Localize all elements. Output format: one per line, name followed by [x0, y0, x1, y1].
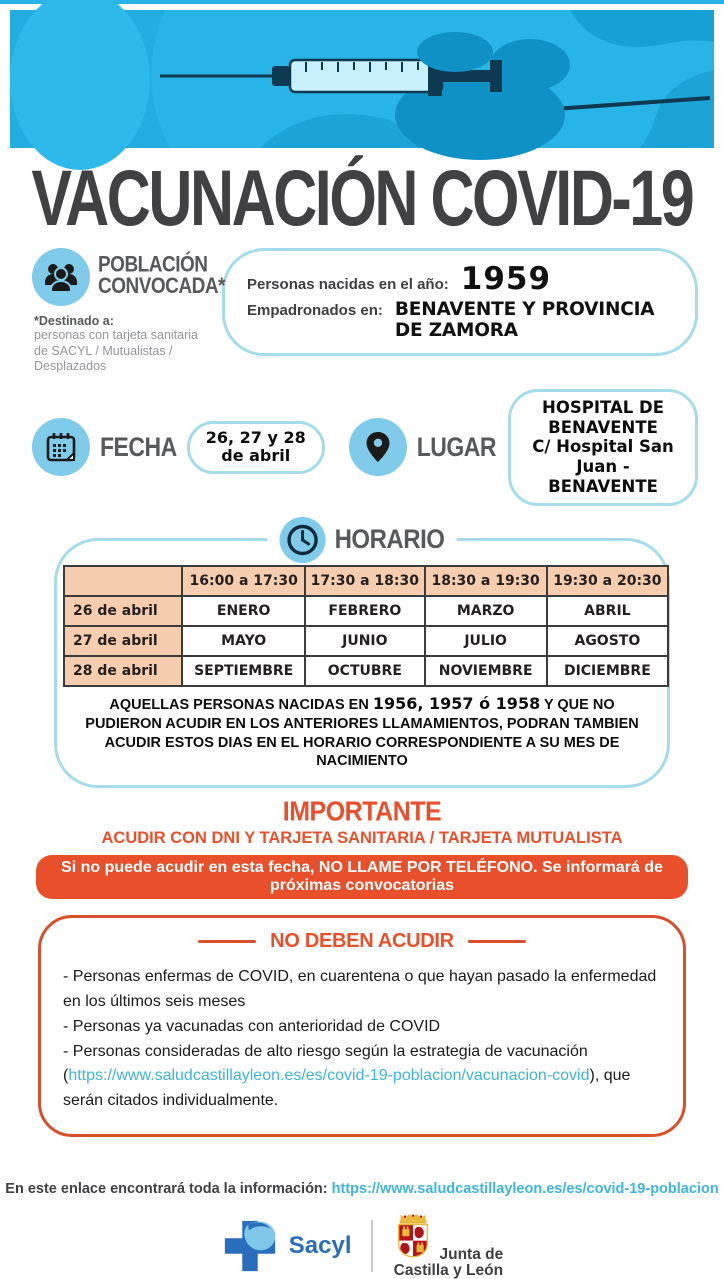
covid-info-link[interactable]: https://www.saludcastillayleon.es/es/covid-19-poblacion — [331, 1181, 719, 1198]
important-heading: IMPORTANTE — [282, 796, 442, 828]
exclusion-item: - Personas enfermas de COVID, en cuarentena o que hayan pasado la enfermedad en los últimos seis meses — [63, 968, 657, 1011]
schedule-month: DICIEMBRE — [547, 656, 668, 686]
fecha-line2: de abril — [221, 446, 291, 466]
time-header: 19:30 a 20:30 — [547, 566, 668, 596]
population-section — [32, 248, 698, 375]
calendar-icon — [45, 431, 77, 463]
calendar-badge — [32, 418, 90, 476]
footer-logos — [0, 1213, 724, 1279]
schedule-month: FEBRERO — [305, 596, 424, 626]
schedule-header-row — [64, 566, 668, 596]
lugar-line2: C/ Hospital San Juan - BENAVENTE — [532, 437, 674, 497]
schedule-table — [63, 565, 669, 687]
footer-info-label: En este enlace encontrará toda la información: — [5, 1181, 332, 1198]
schedule-date: 27 de abril — [64, 626, 182, 656]
time-header: 16:00 a 17:30 — [182, 566, 305, 596]
junta-label-line1: Junta de — [439, 1245, 504, 1263]
population-footnote — [34, 314, 208, 375]
schedule-row — [64, 656, 668, 686]
schedule-row — [64, 626, 668, 656]
junta-label-line2: Castilla y León — [393, 1262, 504, 1279]
lugar-line1: HOSPITAL DE BENAVENTE — [542, 397, 664, 437]
horario-label: HORARIO — [334, 524, 445, 555]
time-header: 17:30 a 18:30 — [305, 566, 424, 596]
page-title: VACUNACIÓN COVID-19 — [31, 153, 693, 243]
lugar-label: LUGAR — [416, 431, 497, 462]
sacyl-label: Sacyl — [288, 1232, 352, 1260]
clock-badge — [280, 517, 326, 563]
schedule-date: 26 de abril — [64, 596, 182, 626]
schedule-corner-cell — [64, 566, 182, 596]
important-subheading: ACUDIR CON DNI Y TARJETA SANITARIA / TARJETA MUTUALISTA — [101, 829, 623, 848]
registered-value: BENAVENTE Y PROVINCIA DE ZAMORA — [394, 299, 655, 341]
fecha-label: FECHA — [100, 431, 177, 462]
exclusions-heading: NO DEBEN ACUDIR — [270, 930, 454, 953]
schedule-month: JUNIO — [305, 626, 424, 656]
junta-crest-icon — [393, 1213, 433, 1263]
sacyl-cross-icon — [221, 1217, 279, 1275]
previous-years-note — [83, 694, 641, 771]
clock-icon — [286, 523, 320, 557]
population-label — [98, 253, 225, 299]
date-place-section — [32, 389, 698, 506]
population-label-line1: POBLACIÓN — [98, 253, 208, 278]
note-prefix: AQUELLAS PERSONAS NACIDAS EN — [109, 696, 373, 713]
people-icon — [42, 260, 80, 294]
note-suffix: Y QUE NO PUDIERON ACUDIR EN LOS ANTERIORES LLAMAMIENTOS, PODRAN TAMBIEN ACUDIR ESTOS DIAS EN EL HORARIO CORRESPONDIENTE A SU MES DE NACIMIENTO — [85, 696, 639, 770]
registered-label: Empadronados en: — [247, 302, 383, 319]
title-wrap — [0, 154, 724, 242]
note-years: 1956, 1957 ó 1958 — [372, 693, 541, 713]
heading-line-left — [198, 940, 256, 943]
logo-divider — [371, 1220, 373, 1272]
schedule-month: ABRIL — [547, 596, 668, 626]
schedule-month: OCTUBRE — [305, 656, 424, 686]
schedule-section — [54, 524, 670, 788]
schedule-month: JULIO — [425, 626, 547, 656]
schedule-month: MARZO — [425, 596, 547, 626]
horario-badge — [268, 517, 457, 563]
location-pin-icon — [365, 431, 391, 463]
population-label-line2: CONVOCADA* — [98, 274, 225, 299]
sacyl-logo — [221, 1217, 352, 1275]
vacunacion-covid-link[interactable]: https://www.saludcastillayleon.es/es/covid-19-poblacion/vacunacion-covid — [68, 1067, 590, 1085]
exclusions-section — [38, 915, 686, 1137]
location-badge — [349, 418, 407, 476]
exclusion-item3-prefix: - Personas consideradas de alto riesgo según la estrategia de vacunación ( — [63, 1042, 588, 1085]
syringe-photo-illustration — [10, 10, 714, 148]
heading-line-right — [468, 940, 526, 943]
fecha-value — [187, 421, 325, 474]
schedule-date: 28 de abril — [64, 656, 182, 686]
footnote-line1: personas con tarjeta sanitaria — [34, 328, 198, 342]
time-header: 18:30 a 19:30 — [425, 566, 547, 596]
schedule-month: MAYO — [182, 626, 305, 656]
hero-photo — [10, 10, 714, 148]
born-box — [222, 248, 698, 356]
exclusion-item — [63, 1040, 661, 1114]
schedule-month: AGOSTO — [547, 626, 668, 656]
important-section — [0, 798, 724, 848]
footnote-title: *Destinado a: — [34, 314, 114, 328]
schedule-row — [64, 596, 668, 626]
exclusions-list — [63, 965, 661, 1114]
schedule-month: SEPTIEMBRE — [182, 656, 305, 686]
population-left — [32, 248, 225, 375]
exclusion-item3-suffix: ), que serán citados individualmente. — [63, 1067, 631, 1110]
no-call-banner: Si no puede acudir en esta fecha, NO LLAME POR TELÉFONO. Se informará de próximas convocatorias — [36, 855, 688, 899]
schedule-month: NOVIEMBRE — [425, 656, 547, 686]
footer-info — [0, 1181, 724, 1197]
born-year: 1959 — [460, 261, 552, 297]
exclusion-item: - Personas ya vacunadas con anterioridad de COVID — [63, 1017, 441, 1035]
fecha-line1: 26, 27 y 28 — [205, 427, 306, 447]
lugar-value — [508, 389, 698, 506]
people-badge — [32, 248, 90, 306]
exclusions-heading-row — [63, 930, 661, 953]
born-label: Personas nacidas en el año: — [247, 276, 449, 293]
footnote-line2: de SACYL / Mutualistas / Desplazados — [34, 343, 173, 374]
schedule-month: ENERO — [182, 596, 305, 626]
junta-logo — [393, 1213, 503, 1279]
